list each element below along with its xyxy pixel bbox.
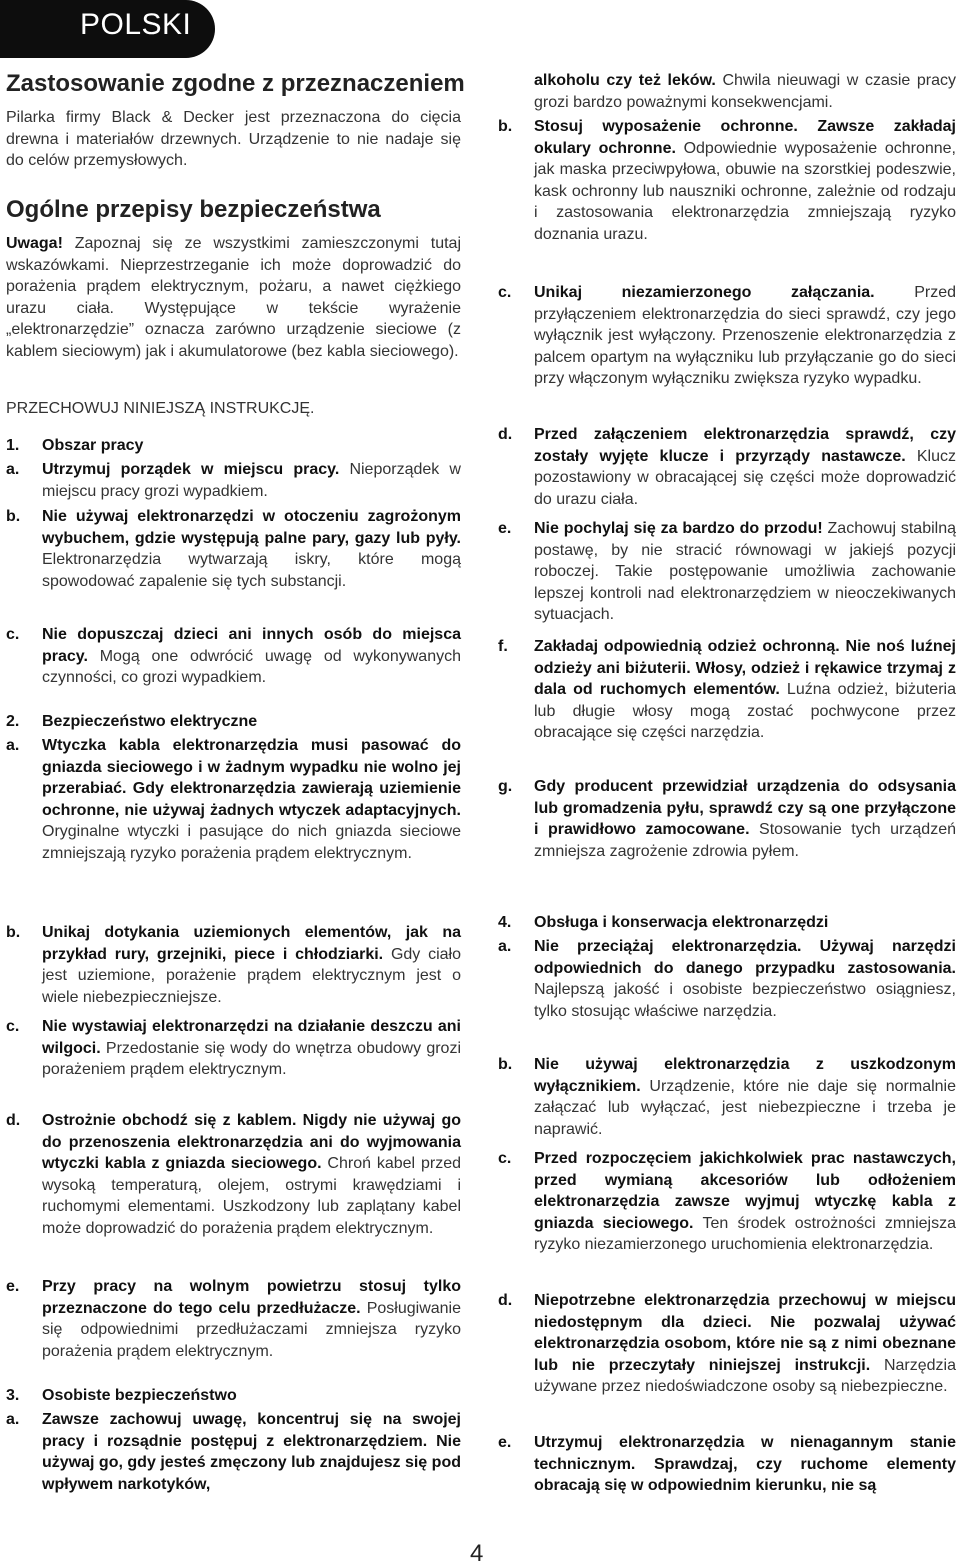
s4-b-bold: Nie używaj elektronarzędzia z uszkodzonym wyłącznikiem. [534,1056,956,1095]
intended-use-title: Zastosowanie zgodne z przeznaczeniem [6,70,465,97]
s1-item-a [6,459,461,502]
item-label: b. [6,508,21,525]
s2-item-e [6,1276,461,1362]
item-label: c. [6,1018,20,1035]
s1-c-bold: Nie dopuszczaj dzieci ani innych osób do miejsca pracy. [42,626,461,665]
item-label: g. [498,778,513,795]
language-label: POLSKI [80,8,192,41]
s2-d-text: Chroń kabel przed wysoką temperaturą, olejem, ostrymi krawędziami i ruchomymi elementami. Uszkodzony lub zaplątany kabel może doprowadzić do porażenia prądem elektrycznym. [42,1155,461,1237]
section-1-title: Obszar pracy [42,437,144,454]
language-tab [0,0,215,58]
section-2-heading [6,711,461,733]
s3-item-a-continued [498,70,956,113]
section-4-title: Obsługa i konserwacja elektronarzędzi [534,914,829,931]
page-number: 4 [470,1540,484,1567]
s3-item-d [498,424,956,510]
section-1-number: 1. [6,437,20,454]
s2-e-bold: Przy pracy na wolnym powietrzu stosuj tylko przeznaczone do tego celu przedłużacze. [42,1278,461,1317]
s3-item-c [498,282,956,390]
s3-d-bold: Przed załączeniem elektronarzędzia sprawdź, czy zostały wyjęte klucze i przyrządy nastawcze. [534,426,956,465]
s1-item-c [6,624,461,689]
s3-item-f [498,636,956,744]
s4-item-c [498,1148,956,1256]
item-label: e. [498,1434,512,1451]
s2-item-d [6,1110,461,1239]
item-label: c. [498,1150,512,1167]
section-1-heading [6,435,461,457]
warning-text: Zapoznaj się ze wszystkimi zamieszczonymi tutaj wskazówkami. Nieprzestrzeganie ich może doprowadzić do porażenia prądem elektrycznym, pożaru, a nawet ciężkiego urazu ciała. Występujące w tekście wyrażenie „elektronarzędzie” oznacza zarówno urządzenie sieciowe (z kablem sieciowym) jak i akumulatorowe (bez kabla sieciowego). [6,235,461,360]
s3-f-text: Luźna odzież, biżuteria lub długie włosy mogą zostać pochwycone przez obracające się części narzędzia. [534,681,956,741]
s4-item-d [498,1290,956,1398]
s4-a-bold: Nie przeciążaj elektronarzędzia. Używaj narzędzi odpowiednich do danego przypadku zastosowania. [534,938,956,977]
item-label: a. [6,461,20,478]
s3-e-bold: Nie pochylaj się za bardzo do przodu! [534,520,823,537]
s3-item-g [498,776,956,862]
section-3-heading [6,1385,461,1407]
item-label: b. [498,118,513,135]
intended-use-text: Pilarka firmy Black & Decker jest przeznaczona do cięcia drewna i materiałów drzewnych. Urządzenie to nie nadaje się do celów przemysłowych. [6,109,461,169]
s2-e-text: Posługiwanie się odpowiednimi przedłużaczami zmniejsza ryzyko porażenia prądem elektrycznym. [42,1299,461,1360]
s3-e-text: Zachowuj stabilną postawę, by nie stracić równowagi w jakiejś pozycji roboczej. Takie postępowanie umożliwia zachowanie lepszej kontroli nad elektronarzędziem w nieoczekiwanych sytuacjach. [534,520,956,623]
s1-a-bold: Utrzymuj porządek w miejscu pracy. [42,461,340,478]
s2-c-text: Przedostanie się wody do wnętrza obudowy grozi porażeniem prądem elektrycznym. [42,1039,461,1078]
s2-d-bold: Ostrożnie obchodź się z kablem. Nigdy nie używaj go do przenoszenia elektronarzędzia ani do wyjmowania wtyczki kabla z gniazda sieciowego. [42,1112,461,1172]
s3-item-b [498,116,956,245]
s4-item-e [498,1432,956,1497]
s3-item-a [6,1409,461,1495]
s3-c-bold: Unikaj niezamierzonego załączania. [534,284,875,301]
s3-b-text: Odpowiednie wyposażenie ochronne, jak maska przeciwpyłowa, obuwie na szorstkiej podeszwie, kask ochronny lub nausznikі ochronne, zależnie od rodzaju i zastosowania elektronarzędzia zmniejszają ryzyko doznania urazu. [534,139,956,243]
section-2-title: Bezpieczeństwo elektryczne [42,713,258,730]
s3-cont-text: Chwila nieuwagi w czasie pracy grozi bardzo poważnymi konsekwencjami. [534,72,956,111]
s3-b-bold: Stosuj wyposażenie ochronne. Zawsze zakładaj okulary ochronne. [534,118,956,157]
s4-a-text: Najlepszą jakość i osobiste bezpieczeństwo osiągniesz, tylko stosując właściwe narzędzia. [534,981,956,1020]
s4-c-bold: Przed rozpoczęciem jakichkolwiek prac nastawczych, przed wymianą akcesoriów lub odłożeniem elektronarzędzia zawsze wyjmuj wtyczkę kabla z gniazda sieciowego. [534,1150,956,1232]
warning-bold: Uwaga! [6,235,63,252]
safety-warning [6,233,461,362]
section-4-heading [498,912,956,934]
item-label: e. [498,520,512,537]
section-2-number: 2. [6,713,20,730]
s3-item-e [498,518,956,626]
s3-g-text: Stosowanie tych urządzeń zmniejsza zagrożenie zdrowia pyłem. [534,821,956,860]
item-label: a. [6,1411,20,1428]
item-label: d. [6,1112,21,1129]
s2-item-b [6,922,461,1008]
section-3-title: Osobiste bezpieczeństwo [42,1387,237,1404]
s4-c-text: Ten środek ostrożności zmniejsza ryzyko niezamierzonego uruchomienia elektronarzędzia. [534,1214,957,1253]
keep-instructions: PRZECHOWUJ NINIEJSZĄ INSTRUKCJĘ. [6,400,315,417]
s3-f-bold: Zakładaj odpowiednią odzież ochronną. Nie noś luźnej odzieży ani biżuterii. Włosy, odzież i rękawice trzymaj z dala od ruchomych elementów. [534,638,956,698]
s4-e-bold: Utrzymuj elektronarzędzia w nienagannym stanie technicznym. Sprawdzaj, czy ruchome elementy obracają się w odpowiednim kierunku, nie są [534,1434,956,1494]
item-label: d. [498,1292,513,1309]
s2-a-text: Oryginalne wtyczki i pasujące do nich gniazda sieciowe zmniejszają ryzyko porażenia prądem elektrycznym. [42,823,461,862]
item-label: a. [498,938,512,955]
s4-d-bold: Niepotrzebne elektronarzędzia przechowuj w miejscu niedostępnym dla dzieci. Nie pozwalaj używać elektronarzędzia osobom, które nie są z nimi obeznane lub nie przeczytały niniejszej instrukcji. [534,1292,956,1374]
s4-d-text: Narzędzia używane przez niedoświadczone osoby są niebezpieczne. [534,1356,956,1395]
s1-c-text: Mogą one odwrócić uwagę od wykonywanych czynności, co grozi wypadkiem. [42,647,461,686]
safety-title: Ogólne przepisy bezpieczeństwa [6,196,381,223]
item-label: b. [498,1056,513,1073]
s1-b-text: Elektronarzędzia wytwarzają iskry, które mogą spowodować zapalenie się tych substancji. [42,551,461,590]
s3-d-text: Klucz pozostawiony w obracającej się części może doprowadzić do urazu ciała. [534,447,956,508]
section-3-number: 3. [6,1387,20,1404]
s2-b-bold: Unikaj dotykania uziemionych elementów, jak na przykład rury, grzejniki, piece i chłodziarki. [42,924,461,963]
item-label: e. [6,1278,20,1295]
s4-b-text: Urządzenie, które nie daje się normalnie załączać lub wyłączać, jest niebezpieczne i trzeba je naprawić. [534,1077,956,1138]
s1-a-text: Nieporządek w miejscu pracy grozi wypadkiem. [42,461,461,500]
s4-item-b [498,1054,956,1140]
s3-c-text: Przed przyłączeniem elektronarzędzia do sieci sprawdź, czy jego wyłącznik jest wyłączony. Przenoszenie elektronarzędzia z palcem opartym na wyłączniku lub przyłączanie go do sieci przy włączonym wyłączniku zwiększa ryzyko wypadku. [534,284,956,387]
section-4-number: 4. [498,914,512,931]
s2-c-bold: Nie wystawiaj elektronarzędzi na działanie deszczu ani wilgoci. [42,1018,461,1057]
item-label: f. [498,638,508,655]
s2-item-a [6,735,461,864]
item-label: c. [6,626,20,643]
item-label: a. [6,737,20,754]
item-label: c. [498,284,512,301]
s2-item-c [6,1016,461,1081]
item-label: d. [498,426,513,443]
s3-g-bold: Gdy producent przewidział urządzenia do odsysania lub gromadzenia pyłu, sprawdź czy są one przyłączone i prawidłowo zamocowane. [534,778,956,838]
s3-a-bold: Zawsze zachowuj uwagę, koncentruj się na swojej pracy i rozsądnie postępuj z elektronarzędziem. Nie używaj go, gdy jesteś zmęczony lub znajdujesz się pod wpływem narkotyków, [42,1411,461,1493]
s1-b-bold: Nie używaj elektronarzędzi w otoczeniu zagrożonym wybuchem, gdzie występują palne pary, gazy lub pyły. [42,508,461,547]
s4-item-a [498,936,956,1022]
item-label: b. [6,924,21,941]
s2-b-text: Gdy ciało jest uziemione, porażenie prądem elektrycznym jest o wiele niebezpieczniejsze. [42,945,462,1006]
s3-cont-bold: alkoholu czy też leków. [534,72,716,89]
s1-item-b [6,506,461,592]
s2-a-bold: Wtyczka kabla elektronarzędzia musi pasować do gniazda sieciowego i w żadnym wypadku nie wolno jej przerabiać. Gdy elektronarzędzia zawierają uziemienie ochronne, nie używaj żadnych wtyczek adaptacyjnych. [42,737,461,819]
